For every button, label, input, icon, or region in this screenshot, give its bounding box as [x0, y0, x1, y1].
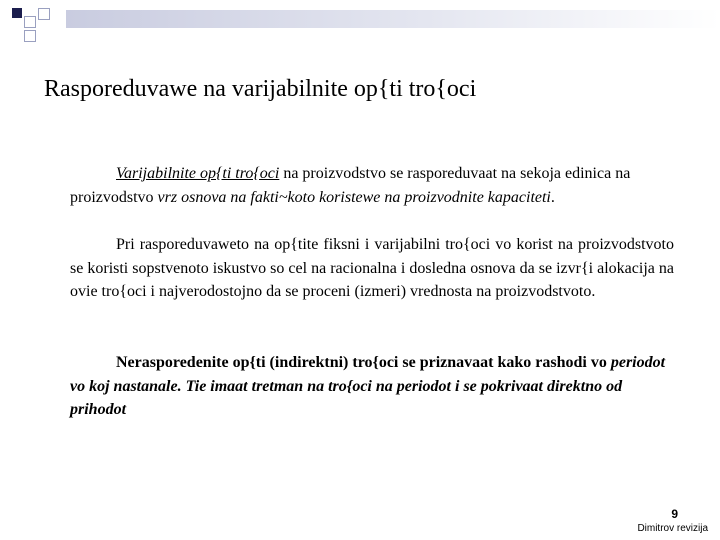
decor-square-outline	[24, 30, 36, 42]
paragraph2-text: Pri rasporeduvaweto na op{tite fiksni i varijabilni tro{oci vo korist na proizvodstvoto se koristi sopstvenoto iskustvo so cel na racionalna i dosledna osnova da se izvr{i alokacija na ovie tro{oci i najverodostojno da se proceni (izmeri) vrednosta na proizvodstvoto.	[70, 236, 674, 300]
decor-square-outline	[38, 8, 50, 20]
paragraph-unallocated-costs	[70, 351, 674, 422]
slide-title: Rasporeduvawe na varijabilnite op{ti tro{oci	[44, 76, 477, 102]
decor-square-outline	[24, 16, 36, 28]
decor-gradient-stripe	[66, 10, 720, 28]
decor-square-dark	[12, 8, 22, 18]
paragraph-allocation	[70, 233, 674, 304]
term-variable-costs: Varijabilnite op{ti tro{oci	[116, 165, 280, 182]
footer-text: Dimitrov revizija	[637, 523, 708, 534]
paragraph3-bold-italic: periodot vo koj nastanale. Tie imaat tretman na tro{oci na periodot i se pokrivaat direktno od prihodot	[70, 354, 666, 418]
page-number: 9	[671, 507, 678, 521]
slide-decoration	[0, 0, 720, 45]
paragraph1-end: .	[550, 188, 555, 206]
paragraph1-middle: na proizvodstvo se rasporeduvaat na sekoja edinica na proizvodstvo	[70, 165, 631, 206]
paragraph3-bold: Nerasporedenite op{ti (indirektni) tro{oci se priznavaat kako rashodi vo	[116, 354, 611, 371]
paragraph-variable-costs	[70, 162, 674, 209]
paragraph1-italic-tail: vrz osnova na fakti~koto koristewe na proizvodnite kapaciteti	[157, 188, 551, 206]
